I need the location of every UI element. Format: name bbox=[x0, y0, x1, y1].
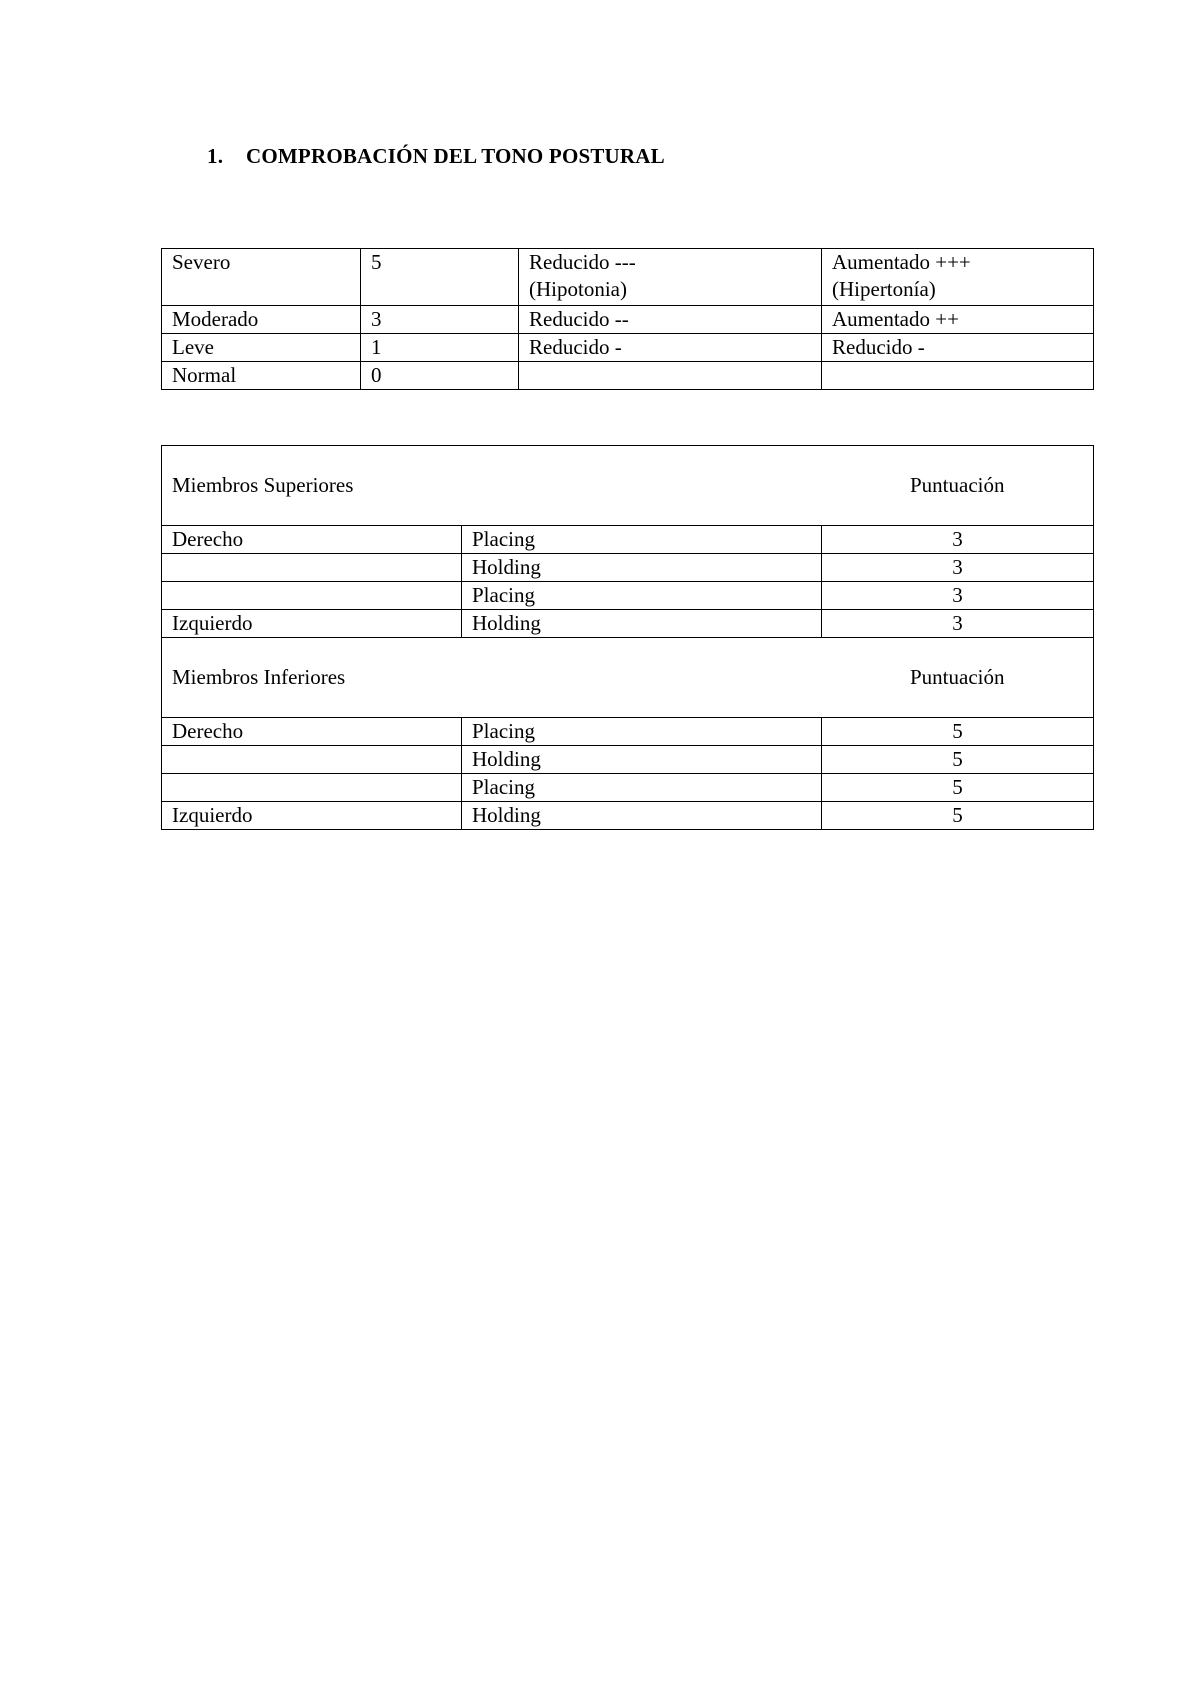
section-number: 1. bbox=[207, 144, 224, 168]
table-row bbox=[162, 718, 1094, 746]
table-row bbox=[162, 362, 1094, 390]
lower-limbs-header-row bbox=[162, 638, 1094, 718]
upper-limbs-header-row bbox=[162, 446, 1094, 526]
points-cell: 5 bbox=[361, 249, 519, 306]
table-row bbox=[162, 554, 1094, 582]
limbs-score-table bbox=[161, 445, 1094, 830]
table-row bbox=[162, 610, 1094, 638]
points-cell: 1 bbox=[361, 334, 519, 362]
score-cell: 3 bbox=[822, 526, 1094, 554]
side-cell bbox=[162, 746, 462, 774]
side-cell: Izquierdo bbox=[162, 610, 462, 638]
score-cell: 5 bbox=[822, 802, 1094, 830]
test-cell: Holding bbox=[462, 554, 822, 582]
score-cell: 5 bbox=[822, 746, 1094, 774]
lower-limbs-title: Miembros Inferiores bbox=[162, 638, 822, 718]
score-cell: 5 bbox=[822, 718, 1094, 746]
upper-limbs-title: Miembros Superiores bbox=[162, 446, 822, 526]
level-cell: Moderado bbox=[162, 306, 361, 334]
test-cell: Holding bbox=[462, 610, 822, 638]
table-row bbox=[162, 526, 1094, 554]
increased-cell: Reducido - bbox=[822, 334, 1094, 362]
section-heading bbox=[207, 144, 665, 169]
table-row bbox=[162, 306, 1094, 334]
test-cell: Placing bbox=[462, 774, 822, 802]
reduced-cell: Reducido - bbox=[519, 334, 822, 362]
test-cell: Placing bbox=[462, 526, 822, 554]
increased-line: Aumentado +++ bbox=[832, 250, 971, 274]
reduced-line: Reducido --- bbox=[529, 250, 636, 274]
reduced-cell: Reducido -- bbox=[519, 306, 822, 334]
side-cell bbox=[162, 554, 462, 582]
table-row bbox=[162, 774, 1094, 802]
reduced-line: (Hipotonia) bbox=[529, 277, 627, 301]
level-cell: Leve bbox=[162, 334, 361, 362]
increased-cell bbox=[822, 362, 1094, 390]
test-cell: Holding bbox=[462, 802, 822, 830]
table-row bbox=[162, 249, 1094, 306]
level-cell: Normal bbox=[162, 362, 361, 390]
upper-score-header: Puntuación bbox=[822, 446, 1094, 526]
level-cell: Severo bbox=[162, 249, 361, 306]
score-cell: 3 bbox=[822, 610, 1094, 638]
table-row bbox=[162, 334, 1094, 362]
points-cell: 3 bbox=[361, 306, 519, 334]
tone-scale-table bbox=[161, 248, 1094, 390]
score-cell: 5 bbox=[822, 774, 1094, 802]
reduced-cell bbox=[519, 249, 822, 306]
reduced-cell bbox=[519, 362, 822, 390]
score-cell: 3 bbox=[822, 554, 1094, 582]
increased-line: (Hipertonía) bbox=[832, 277, 936, 301]
side-cell bbox=[162, 774, 462, 802]
lower-score-header: Puntuación bbox=[822, 638, 1094, 718]
side-cell: Derecho bbox=[162, 718, 462, 746]
score-cell: 3 bbox=[822, 582, 1094, 610]
table-row bbox=[162, 582, 1094, 610]
increased-cell bbox=[822, 249, 1094, 306]
increased-cell: Aumentado ++ bbox=[822, 306, 1094, 334]
test-cell: Placing bbox=[462, 718, 822, 746]
test-cell: Holding bbox=[462, 746, 822, 774]
side-cell: Derecho bbox=[162, 526, 462, 554]
side-cell: Izquierdo bbox=[162, 802, 462, 830]
section-title: COMPROBACIÓN DEL TONO POSTURAL bbox=[246, 144, 665, 168]
table-row bbox=[162, 746, 1094, 774]
table-row bbox=[162, 802, 1094, 830]
points-cell: 0 bbox=[361, 362, 519, 390]
side-cell bbox=[162, 582, 462, 610]
test-cell: Placing bbox=[462, 582, 822, 610]
